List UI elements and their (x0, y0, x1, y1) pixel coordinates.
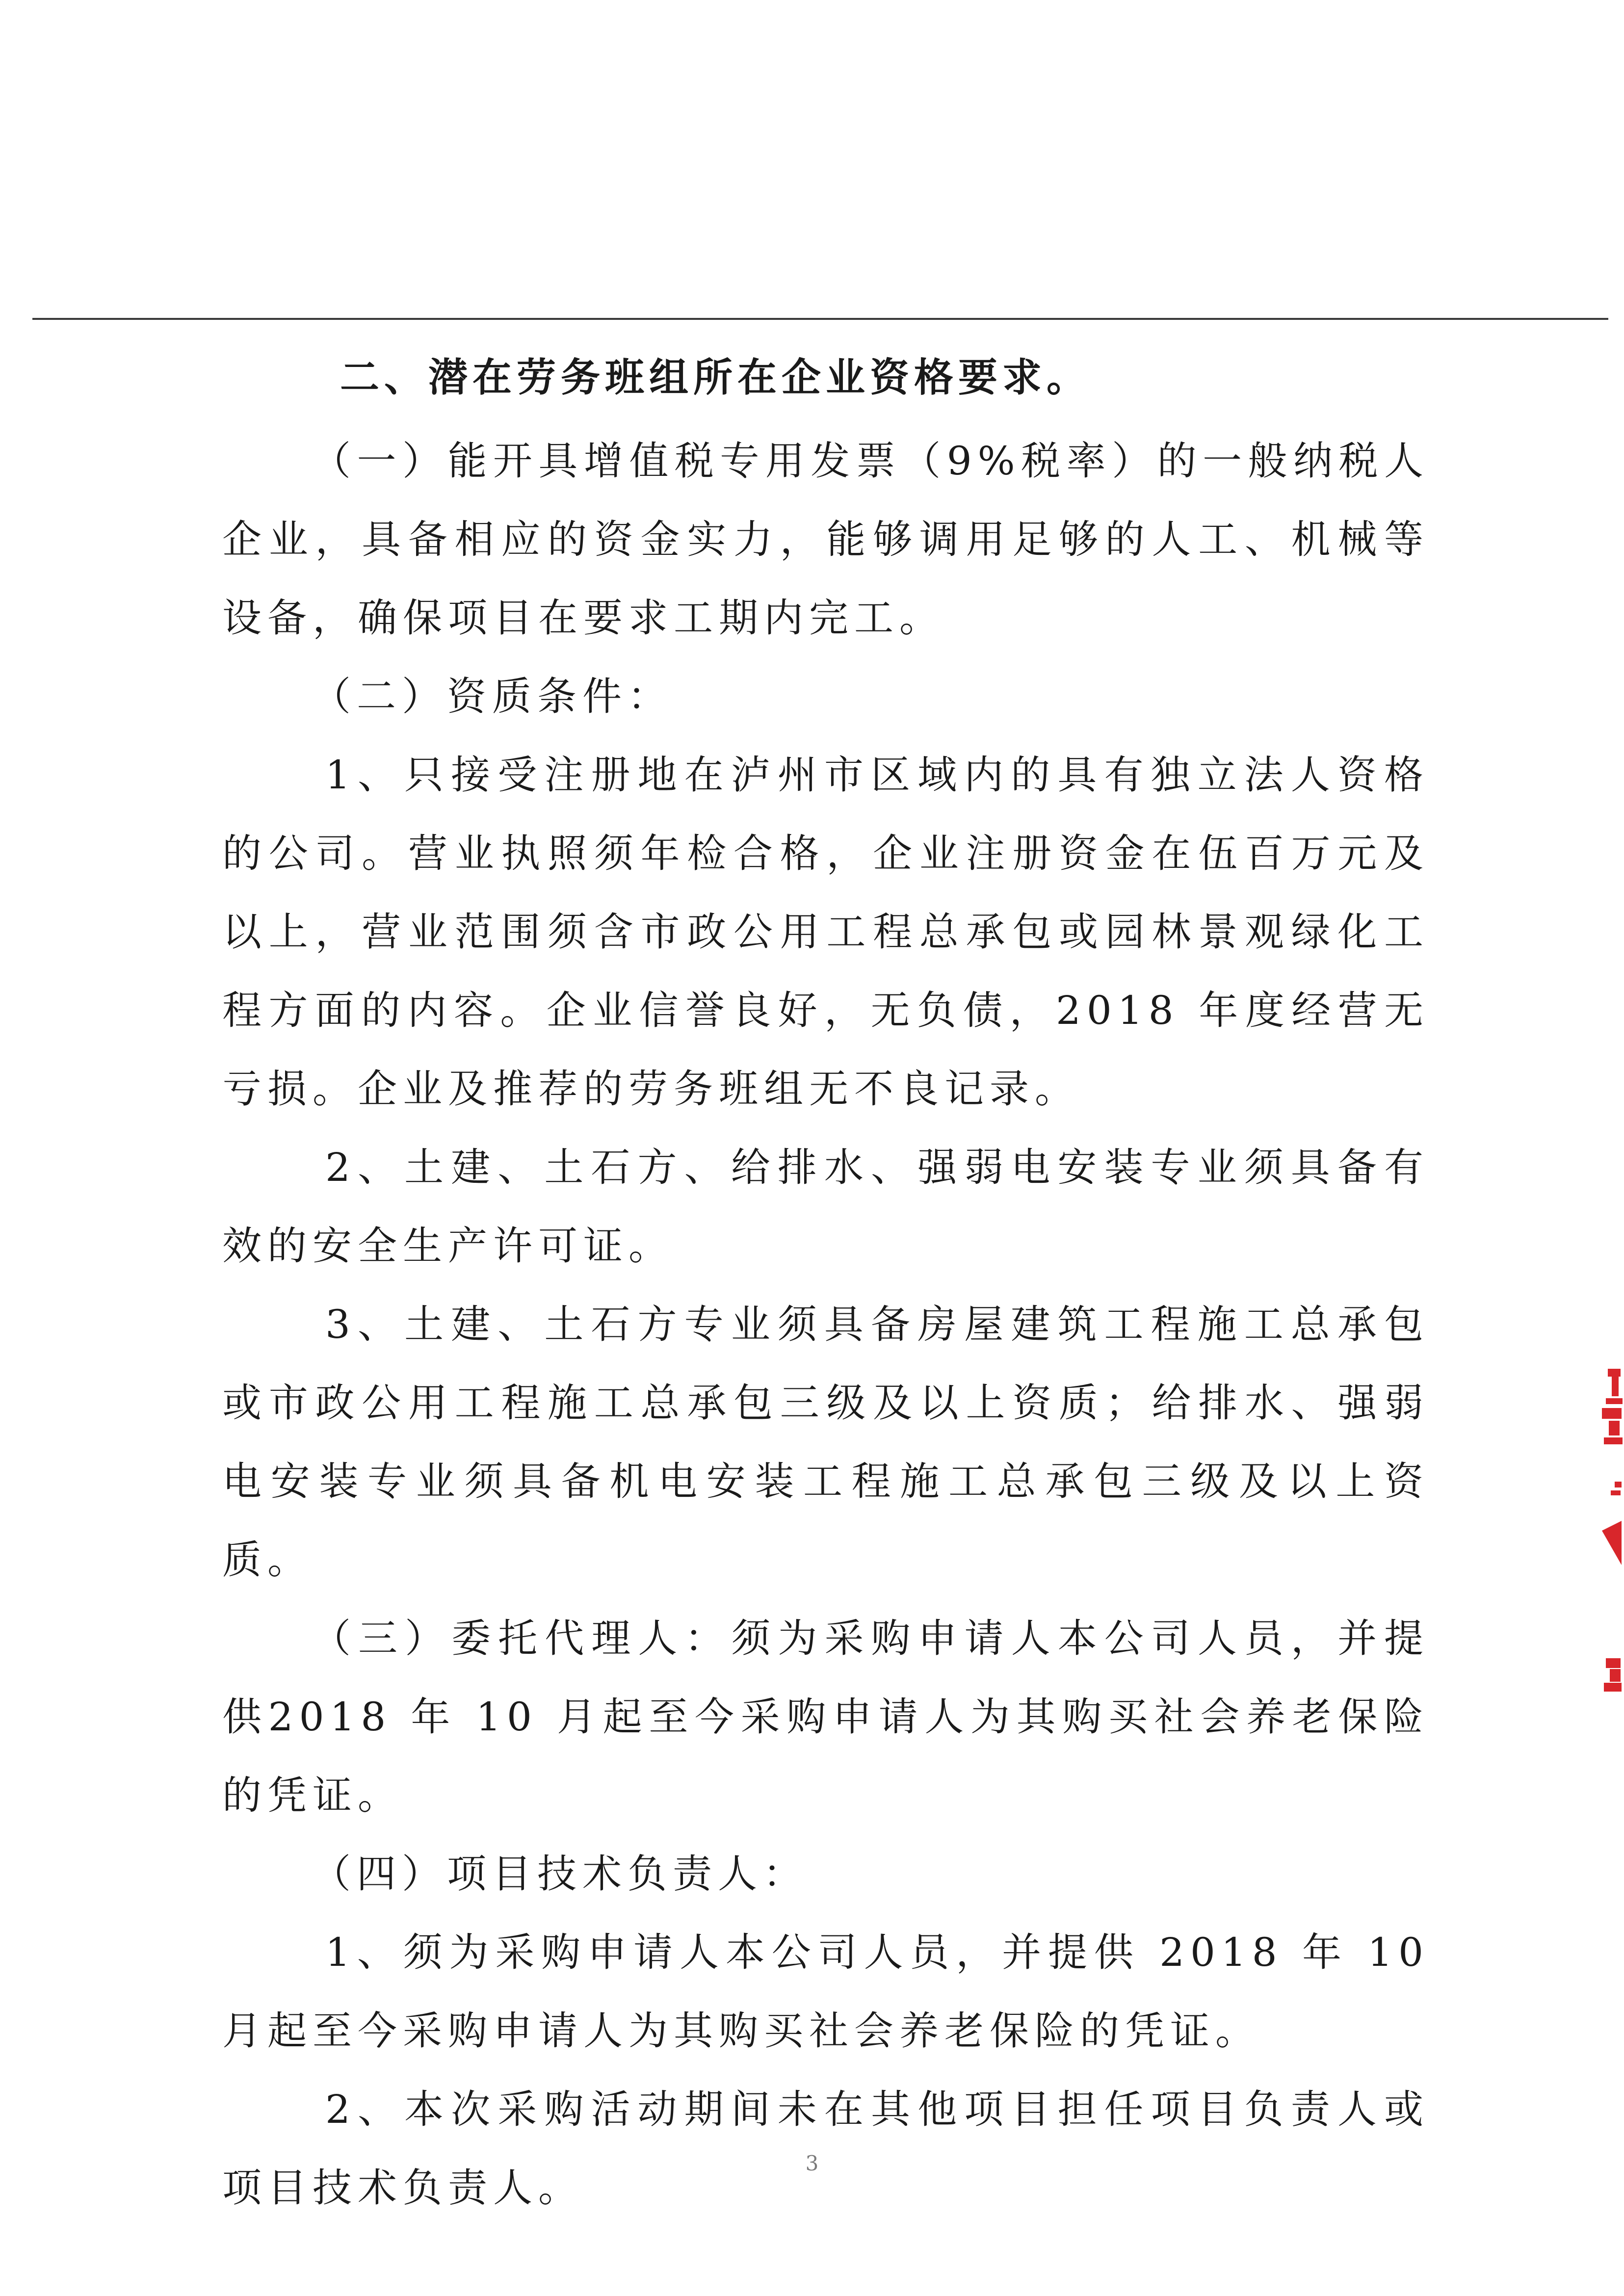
page-number: 3 (805, 2151, 819, 2175)
seal-stamp-edge (1597, 1359, 1624, 1712)
qualification-2: 2、土建、土石方、给排水、强弱电安装专业须具备有效的安全生产许可证。 (222, 1145, 1429, 1269)
technical-lead-2: 2、本次采购活动期间未在其他项目担任项目负责人或项目技术负责人。 (222, 2087, 1429, 2211)
paragraph-item-2: （二）资质条件： (312, 674, 673, 719)
qualification-3: 3、土建、土石方专业须具备房屋建筑工程施工总承包或市政公用工程施工总承包三级及以上资质；给排水、强弱电安装专业须具备机电安装工程施工总承包三级及以上资质。 (222, 1302, 1429, 1583)
header-rule (32, 318, 1608, 320)
technical-lead-1: 1、须为采购申请人本公司人员，并提供 2018 年 10 月起至今采购申请人为其购买社会养老保险的凭证。 (222, 1930, 1429, 2054)
qualification-1: 1、只接受注册地在泸州市区域内的具有独立法人资格的公司。营业执照须年检合格，企业注册资金在伍百万元及以上，营业范围须含市政公用工程总承包或园林景观绿化工程方面的内容。企业信誉良好，无负债，2018 年度经营无亏损。企业及推荐的劳务班组无不良记录。 (222, 752, 1429, 1112)
document-body (222, 339, 1429, 2227)
paragraph-item-1: （一）能开具增值税专用发票（9%税率）的一般纳税人企业，具备相应的资金实力，能够调用足够的人工、机械等设备，确保项目在要求工期内完工。 (222, 438, 1429, 641)
paragraph-item-4: （四）项目技术负责人： (312, 1851, 808, 1897)
paragraph-item-3: （三）委托代理人：须为采购申请人本公司人员，并提供2018 年 10 月起至今采购申请人为其购买社会养老保险的凭证。 (222, 1616, 1429, 1818)
section-heading: 二、潜在劳务班组所在企业资格要求。 (340, 355, 1091, 400)
